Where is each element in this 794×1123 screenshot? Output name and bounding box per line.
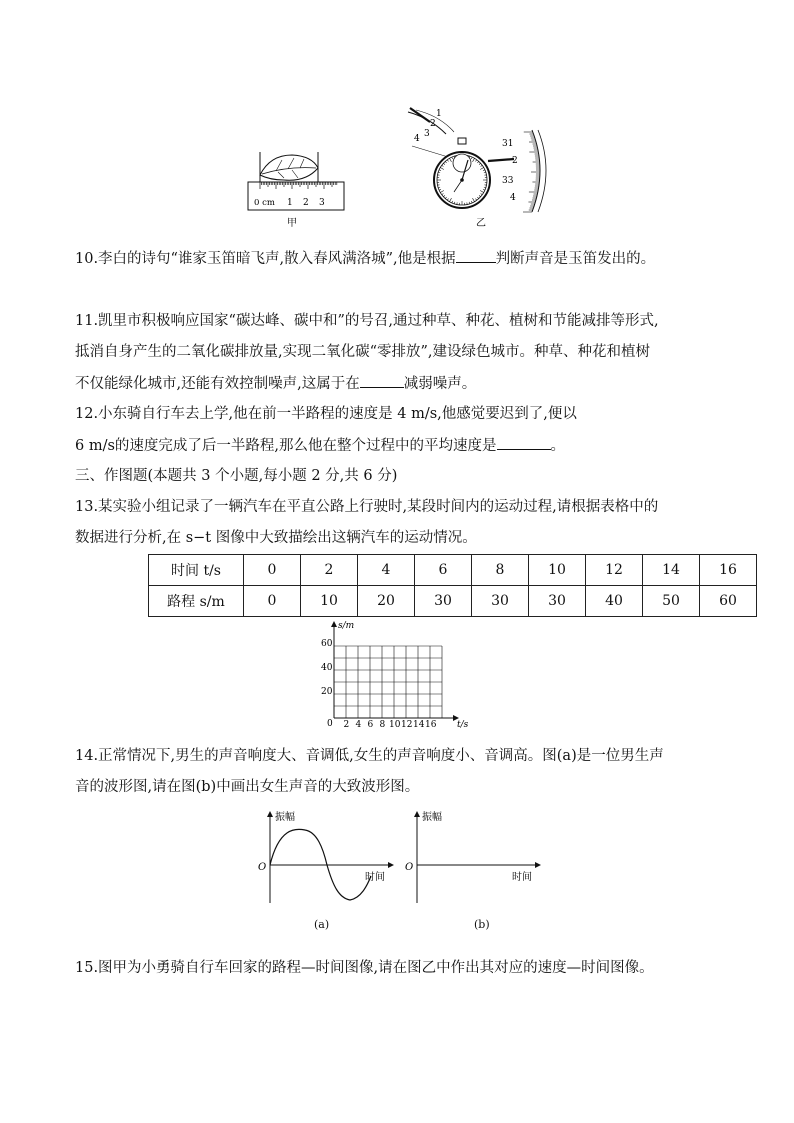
st-y-tick-40: 40	[321, 663, 333, 673]
q11-text-after: 减弱噪声。	[403, 376, 477, 392]
st-x-tick-label: 16	[425, 720, 437, 730]
q12-text-after: 。	[550, 438, 566, 454]
graph-b-caption: (b)	[474, 918, 490, 931]
graph-a-x-label: 时间	[365, 872, 385, 883]
q11-answer-blank[interactable]	[360, 373, 404, 388]
table-cell: 20	[358, 586, 415, 617]
ruler-tick-2: 2	[303, 198, 309, 208]
table-cell: 30	[472, 586, 529, 617]
st-x-tick-label: 8	[379, 720, 386, 730]
q10-text-before: 10.李白的诗句“谁家玉笛暗飞声,散入春风满洛城”,他是根据	[75, 251, 456, 267]
q13-data-table	[148, 554, 757, 617]
st-x-label: t/s	[457, 720, 469, 730]
table-cell: 12	[586, 555, 643, 586]
q12-text-before: 6 m/s的速度完成了后一半路程,那么他在整个过程中的平均速度是	[75, 438, 497, 454]
st-y-label: s/m	[338, 621, 355, 631]
small-dial-num-3: 3	[424, 129, 430, 139]
large-dial-num-2: 2	[512, 156, 518, 166]
q11-line-1: 11.凯里市积极响应国家“碳达峰、碳中和”的号召,通过种草、种花、植树和节能减排等形式,	[75, 313, 659, 329]
table-cell: 4	[358, 555, 415, 586]
question-10	[75, 248, 655, 269]
top-figure	[240, 100, 560, 235]
table-cell: 30	[529, 586, 586, 617]
table-cell: 8	[472, 555, 529, 586]
ruler-tick-3: 3	[319, 198, 325, 208]
ruler-caption: 甲	[287, 218, 297, 229]
stopwatch	[408, 108, 546, 229]
q13-line-1: 13.某实验小组记录了一辆汽车在平直公路上行驶时,某段时间内的运动过程,请根据表格中的	[75, 499, 659, 515]
st-y-tick-20: 20	[321, 687, 333, 697]
q12-line-2	[75, 435, 565, 456]
ruler-with-leaf	[248, 152, 344, 229]
q10-answer-blank[interactable]	[456, 248, 496, 263]
q11-line-3	[75, 373, 476, 394]
table-cell: 0	[244, 555, 301, 586]
large-dial-num-4: 4	[510, 193, 516, 203]
q13-st-graph[interactable]	[318, 618, 478, 730]
small-dial-num-4: 4	[414, 134, 420, 144]
q14-line-2: 音的波形图,请在图(b)中画出女生声音的大致波形图。	[75, 779, 420, 795]
table-cell: 16	[700, 555, 757, 586]
q11-line-2: 抵消自身产生的二氧化碳排放量,实现二氧化碳“零排放”,建设绿色城市。种草、种花和植树	[75, 344, 651, 360]
graph-a-origin: O	[258, 862, 267, 873]
st-x-tick-label: 4	[355, 720, 362, 730]
table-cell: 2	[301, 555, 358, 586]
table-header-distance: 路程 s/m	[149, 586, 244, 617]
table-cell: 40	[586, 586, 643, 617]
large-dial-num-31: 31	[502, 139, 514, 149]
st-x-tick-label: 10	[389, 720, 401, 730]
stopwatch-caption: 乙	[476, 218, 486, 229]
small-dial-num-2: 2	[430, 119, 436, 129]
q12-line-1: 12.小东骑自行车去上学,他在前一半路程的速度是 4 m/s,他感觉要迟到了,便以	[75, 406, 577, 422]
st-y-tick-60: 60	[321, 639, 333, 649]
table-cell: 10	[301, 586, 358, 617]
q10-text-after: 判断声音是玉笛发出的。	[495, 251, 656, 267]
st-x-tick-label: 6	[367, 720, 374, 730]
q13-line-2: 数据进行分析,在 s−t 图像中大致描绘出这辆汽车的运动情况。	[75, 530, 477, 546]
ruler-tick-1: 1	[287, 198, 293, 208]
table-cell: 30	[415, 586, 472, 617]
q14-line-1: 14.正常情况下,男生的声音响度大、音调低,女生的声音响度小、音调高。图(a)是一位男生声	[75, 748, 664, 764]
table-cell: 60	[700, 586, 757, 617]
q14-graph-a	[255, 808, 395, 908]
graph-a-y-label: 振幅	[275, 812, 295, 823]
st-x-tick-label: 2	[343, 720, 350, 730]
table-row-distance	[149, 586, 757, 617]
table-cell: 14	[643, 555, 700, 586]
ruler-unit-label: 0 cm	[254, 198, 275, 208]
graph-a-caption: (a)	[314, 918, 330, 931]
st-x-tick-label: 14	[413, 720, 425, 730]
table-cell: 6	[415, 555, 472, 586]
graph-b-y-label: 振幅	[422, 812, 442, 823]
st-origin: 0	[327, 719, 333, 729]
small-dial-num-1: 1	[436, 109, 442, 119]
q15-line-1: 15.图甲为小勇骑自行车回家的路程—时间图像,请在图乙中作出其对应的速度—时间图像。	[75, 960, 654, 976]
table-cell: 50	[643, 586, 700, 617]
large-dial-num-33: 33	[502, 176, 514, 186]
q11-text-before: 不仅能绿化城市,还能有效控制噪声,这属于在	[75, 376, 360, 392]
q12-answer-blank[interactable]	[497, 435, 551, 450]
table-header-time: 时间 t/s	[149, 555, 244, 586]
table-cell: 10	[529, 555, 586, 586]
q14-graph-b[interactable]	[400, 808, 550, 908]
table-cell: 0	[244, 586, 301, 617]
graph-b-x-label: 时间	[512, 872, 532, 883]
graph-b-origin: O	[405, 862, 414, 873]
section-3-heading: 三、作图题(本题共 3 个小题,每小题 2 分,共 6 分)	[75, 468, 398, 484]
st-x-tick-label: 12	[401, 720, 413, 730]
table-row-time	[149, 555, 757, 586]
